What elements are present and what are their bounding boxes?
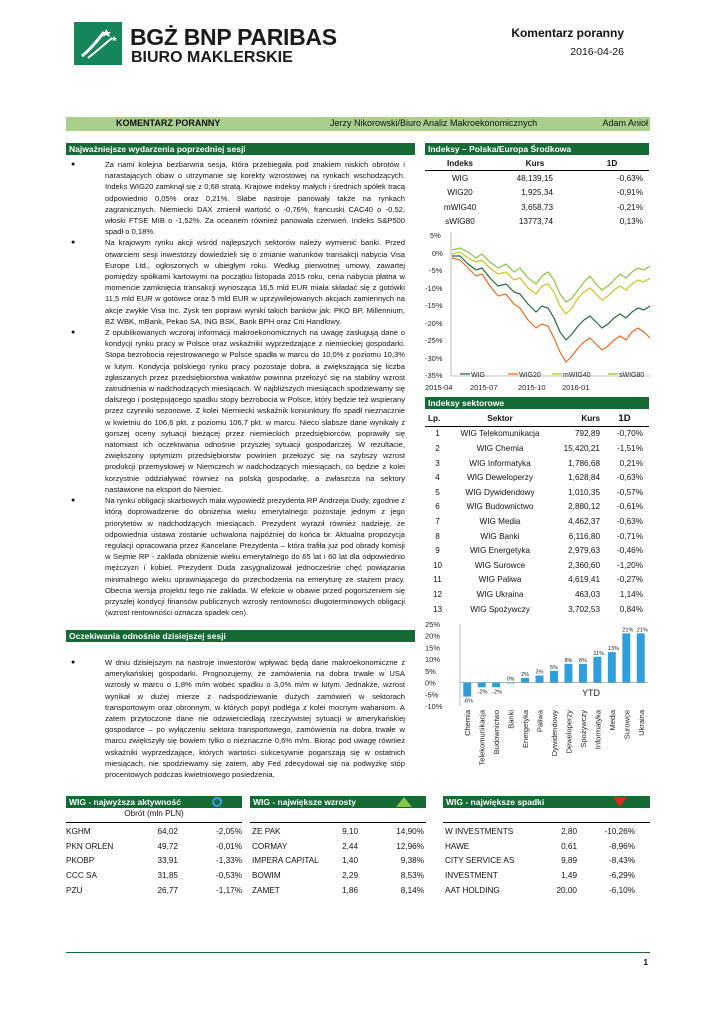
sector-name: WIG Banki — [480, 531, 520, 541]
change: 9,38% — [400, 856, 424, 866]
sector-name: WIG Media — [479, 516, 521, 526]
y-tick: -10% — [425, 284, 443, 293]
data-label: 2% — [521, 671, 530, 678]
logo-line2: BIURO MAKLERSKIE — [131, 49, 293, 66]
bar — [521, 678, 529, 683]
change: -0,01% — [216, 841, 242, 851]
sector-lp: 10 — [432, 560, 443, 570]
sector-1d: -0,61% — [617, 502, 643, 512]
x-tick: 2015-04 — [425, 383, 453, 392]
bullet-icon: ● — [71, 329, 76, 337]
bar — [622, 633, 630, 682]
data-label: -6% — [463, 698, 474, 705]
bar — [593, 657, 601, 683]
active-title-text: WIG - najwyższa aktywność — [69, 797, 181, 807]
arrow-up-icon — [395, 796, 413, 808]
data-label: -2% — [492, 689, 502, 696]
data-label: 21% — [636, 627, 648, 634]
sector-kurs: 2,880,12 — [568, 502, 600, 512]
sector-name: WIG Spożywczy — [470, 604, 530, 614]
ticker: IMPERA CAPITAL — [252, 856, 319, 866]
bar — [492, 683, 500, 688]
divider — [250, 822, 426, 823]
sector-kurs: 2,979,63 — [568, 546, 600, 556]
sector-1d: -0,63% — [617, 473, 643, 483]
x-tick: 2015-10 — [518, 383, 546, 392]
sector-kurs: 15,420,21 — [563, 443, 600, 453]
bar — [637, 633, 645, 682]
gainers-table — [252, 824, 424, 897]
sector-1d: 1,14% — [619, 589, 643, 599]
series-wig — [452, 256, 650, 340]
section1-title: Najważniejsze wydarzenia poprzedniej sesji — [66, 143, 415, 155]
y-tick: 5% — [430, 231, 441, 240]
change: -6,29% — [609, 870, 635, 880]
table-row — [252, 868, 424, 883]
sector-kurs: 792,89 — [574, 429, 600, 439]
value: 49,72 — [157, 841, 178, 851]
indices-table — [425, 156, 649, 228]
legend-item: mWIG40 — [563, 372, 591, 379]
sector-kurs: 4,619,41 — [568, 575, 600, 585]
sector-1d: 0,84% — [619, 604, 643, 614]
paragraph: ● Na krajowym rynku akcji wśród najlepszych sektorów należy wymienić banki. Przed otwarciem sesji inwestorzy dowiedzieli się o zmianie warunków transakcji nabycia Visa Europe Ltd., ogłoszonych w ubiegłym roku. Według pierwotnej umowy, zawartej pomiędzy spółkami kartowymi na początku listopada 2015 roku, cena nabycia płatna w momencie zamknięcia transakcji wynosząca 16,5 mld EUR miała składać się z gotówki 11,5 mld EUR w gotówce oraz 5 mld EUR w uprzywilejowanych akcjach zamiennych na akcje zwykłe Visa Inc. Zysk ten poprawi wyniki takich banków jak: PKO BP, Millennium, BZ WBK, mBank, Pekao SA, ING BSK, Bank BPH oraz Citi Handlowy. — [71, 238, 405, 326]
ticker: ZE PAK — [252, 826, 281, 836]
table-row — [252, 883, 424, 898]
sector-lp: 13 — [432, 604, 443, 614]
bullet-icon: ● — [71, 497, 76, 505]
sector-kurs: 1,010,35 — [568, 487, 600, 497]
sector-1d: -0,71% — [617, 531, 643, 541]
ticker: BOWIM — [252, 870, 281, 880]
indices-line-chart — [420, 228, 652, 394]
category-label: Energetyka — [521, 710, 531, 748]
sector-kurs: 3,702,53 — [568, 604, 600, 614]
table-row — [445, 883, 635, 898]
y-tick: -5% — [425, 690, 439, 700]
x-tick: 2016-01 — [562, 383, 590, 392]
sector-1d: -1,51% — [617, 443, 643, 453]
table-row — [66, 853, 242, 868]
sector-1d: -0,27% — [617, 575, 643, 585]
y-tick: 5% — [425, 666, 436, 676]
sector-kurs: 2,360,60 — [568, 560, 600, 570]
sector-name: WIG Surowce — [474, 560, 526, 570]
report-label: KOMENTARZ PORANNY — [116, 118, 221, 128]
data-label: 11% — [593, 650, 604, 657]
sector-name: WIG Paliwa — [478, 575, 522, 585]
y-tick: 20% — [425, 631, 441, 641]
change: 8,53% — [400, 870, 424, 880]
ticker: PKN ORLEN — [66, 841, 114, 851]
col-header: Sektor — [487, 413, 513, 423]
sector-lp: 5 — [435, 487, 440, 497]
sector-1d: 0,21% — [619, 458, 643, 468]
value: 0,61 — [561, 841, 577, 851]
logo-line1: BGŻ BNP PARIBAS — [130, 24, 337, 50]
table-row — [425, 602, 649, 617]
sector-name: WIG Ukraina — [476, 589, 524, 599]
data-label: -2% — [477, 689, 488, 696]
col-header: Indeks — [447, 158, 473, 168]
table-row — [425, 573, 649, 588]
sector-lp: 8 — [435, 531, 440, 541]
value: 33,91 — [157, 856, 178, 866]
legend-item: WIG20 — [519, 372, 541, 379]
table-row: mWIG40 3,658,73 -0,21% — [443, 202, 643, 212]
ticker: INVESTMENT — [445, 870, 498, 880]
value: 2,80 — [561, 826, 577, 836]
table-row — [66, 868, 242, 883]
indices-title: Indeksy – Polska/Europa Środkowa — [425, 143, 649, 155]
bar — [550, 671, 558, 683]
table-row — [425, 426, 649, 441]
sector-1d: -0,46% — [617, 546, 643, 556]
bar — [608, 652, 616, 682]
paragraph: ● Za nami kolejna bezbarwna sesja, która przebiegała pod znakiem niskich obrotów i narastających obaw o utrzymanie się korekty wzrostowej na rynkach wschodzących. Indeks WIG20 zamknął się z 0,68 stratą. Krajowe indeksy małych i średnich spółek tracą odpowiednio 0,05% oraz 0,21%. Słabe nastroje panowały także na rynkach zagranicznych. Niemiecki DAX zmienił wartość o -0,76%, francuski CAC40 o -0,52, włoski FTSE MIB o -1,52%. Za oceanem również panowała czerwień. Indeks S&P500 spadł o 0,18%. — [71, 160, 405, 237]
table-row — [425, 587, 649, 602]
table-row — [425, 558, 649, 573]
y-tick: -5% — [429, 266, 443, 275]
sectors-title: Indeksy sektorowe — [425, 397, 649, 409]
paragraph: ● Z opublikowanych wczoraj informacji makroekonomicznych na uwagę zasługują dane o kondycji rynku pracy w Polsce oraz wskaźniki wyprzedzające z niemieckiej gospodarki. Stopa bezrobocia rejestrowanego w Polsce spadła w marcu do 10,0% z poziomu 10,3% w lutym. Kondycja polskiego rynku pracy pozostaje dobra, a zwiększająca się liczba zgłaszanych przez przedsiębiorstwa wakatów powinna przełożyć się na stabilny wzrost zatrudnienia w nadchodzących miesiącach. W najbliższych miesiącach spodziewamy się dalszego i postępującego spadku stopy bezrobocia w Polsce, który będzie też wspierany przez czynniki sezonowe. Z kolei Niemiecki wskaźnik koniunktury Ifo spadł nieznacznie w kwietniu do 106,6 pkt. z poziomu 106,7 pkt. w marcu. Nieco słabsze dane wynikały z gorszej oceny sytuacji bieżącej przez niemieckich przedsiębiorców, poprawiły się natomiast ich oczekiwania odnośnie przyszłej sytuacji gospodarczej. W rezultacie, zwiększony optymizm przedsiębiorstw powinien przełożyć się na szybszy wzrost produkcji przemysłowej w Niemczech w nadchodzących miesiącach, co będzie z kolei korzystnie oddziaływać również na polską gospodarkę, a zwłaszcza na sektory nastawione na eksport do Niemiec. — [71, 328, 405, 494]
sector-kurs: 1,628,84 — [568, 473, 600, 483]
active-subheader: Obrót (mln PLN) — [124, 809, 184, 818]
bar — [478, 683, 486, 688]
sector-lp: 12 — [432, 589, 443, 599]
ytd-bar-chart — [420, 616, 652, 786]
table-header — [425, 411, 649, 426]
col-header: Kurs — [581, 413, 600, 423]
table-row — [425, 456, 649, 471]
ticker: KGHM — [66, 826, 91, 836]
sector-name: WIG Dywidendowy — [465, 487, 535, 497]
series-mwig40 — [452, 252, 650, 314]
refresh-icon — [210, 796, 224, 808]
col-header: 1D — [606, 158, 618, 168]
ytd-title: YTD — [582, 688, 600, 698]
table-row — [425, 500, 649, 515]
report-author2: Adam Anioł — [602, 118, 648, 128]
sector-lp: 4 — [435, 473, 440, 483]
bullet-icon: ● — [71, 161, 76, 168]
data-label: 3% — [535, 669, 544, 676]
sector-lp: 11 — [433, 575, 442, 585]
table-header — [425, 156, 649, 171]
sector-lp: 9 — [435, 546, 440, 556]
category-label: Chemia — [463, 710, 473, 736]
table-row — [425, 441, 649, 456]
y-tick: 10% — [425, 655, 441, 665]
table-row — [425, 529, 649, 544]
divider — [443, 822, 650, 823]
category-label: Budownictwo — [492, 710, 502, 755]
change: -6,10% — [609, 885, 635, 895]
sector-kurs: 4,462,37 — [568, 516, 600, 526]
sector-lp: 1 — [435, 429, 440, 439]
losers-title: WIG - największe spadki — [443, 796, 650, 808]
y-tick: -20% — [425, 319, 443, 328]
footer-divider — [66, 952, 650, 953]
category-label: Ukraina — [636, 710, 646, 736]
sector-lp: 7 — [435, 516, 440, 526]
divider — [66, 822, 242, 823]
stars-icon — [74, 22, 122, 65]
data-label: 8% — [578, 657, 587, 664]
active-table — [66, 824, 242, 897]
table-row — [425, 470, 649, 485]
change: 14,90% — [396, 826, 424, 836]
sector-1d: -0,70% — [617, 429, 643, 439]
table-row: WIG20 1,925,34 -0,91% — [447, 188, 643, 198]
table-row — [66, 883, 242, 898]
table-row — [425, 485, 649, 500]
arrow-down-icon — [612, 796, 628, 808]
sector-name: WIG Telekomunikacja — [460, 429, 540, 439]
value: 64,02 — [157, 826, 178, 836]
category-label: Dywidendowy — [550, 710, 559, 757]
bar — [463, 683, 471, 697]
value: 1,40 — [342, 856, 358, 866]
change: 12,96% — [396, 841, 424, 851]
document-date: 2016-04-26 — [570, 46, 624, 58]
legend-item: WIG — [471, 372, 485, 379]
sectors-table — [425, 411, 649, 616]
bar — [579, 664, 587, 683]
bar — [536, 676, 544, 683]
category-label: Deweloperzy — [564, 710, 574, 754]
bar — [507, 683, 515, 684]
change: -1,17% — [216, 885, 242, 895]
table-row — [252, 824, 424, 839]
change: -2,05% — [216, 826, 242, 836]
change: -1,33% — [216, 856, 242, 866]
change: 8,14% — [400, 885, 424, 895]
value: 2,44 — [342, 841, 358, 851]
ticker: PZU — [66, 885, 83, 895]
sector-lp: 2 — [435, 443, 440, 453]
y-tick: -30% — [425, 354, 443, 363]
table-row: WIG 48,139,15 -0,63% — [451, 173, 643, 183]
value: 31,85 — [157, 870, 178, 880]
change: -0,53% — [216, 870, 242, 880]
table-row: sWIG80 13773,74 0,13% — [445, 216, 643, 226]
col-header: Kurs — [525, 158, 545, 168]
section1-body — [71, 159, 405, 618]
bar — [564, 664, 572, 683]
sector-kurs: 463,03 — [574, 589, 600, 599]
legend-item: sWIG80 — [619, 372, 645, 379]
paragraph: ● W dniu dzisiejszym na nastroje inwestorów wpływać będą dane makroekonomiczne z amerykańskiej gospodarki. Prognozujemy, że zamówienia na dobra trwałe w USA wzrosły w marcu o 1,8% m/m wobec spadku o 3,0% m/m w lutym. Jednakże, wzrost wynikał w dużej mierze z nadspodziewanie dużych zamówień w sektorach transportowym oraz obronnym, w których popyt podlega z kolei mocnym wahaniom. A zatem przytoczone dane nie odzwierciedlają rzeczywistej sytuacji w amerykańskiej gospodarce – po wyłączeniu sektora transportowego, zamówienia na dobra trwałe w marcu zwiększyły się bowiem tylko o nieznaczne 0,6% m/m. Biorąc pod uwagę również wskaźniki wyprzedzające, których wartości sukcesywnie pogarszają się w ostatnich miesiącach, nie spodziewamy się zatem, aby Fed zdecydował się na podwyżkę stóp procentowych podczas kwietniowego posiedzenia. — [71, 658, 405, 780]
table-row — [252, 853, 424, 868]
sector-lp: 6 — [435, 502, 440, 512]
document-title: Komentarz poranny — [511, 26, 624, 40]
y-tick: 25% — [425, 620, 441, 629]
sector-kurs: 6,116,80 — [568, 531, 600, 541]
table-row — [445, 824, 635, 839]
value: 26,77 — [157, 885, 178, 895]
value: 9,10 — [342, 826, 358, 836]
ticker: W INVESTMENTS — [445, 826, 514, 836]
category-label: Banki — [506, 710, 516, 729]
change: -10,26% — [604, 826, 635, 836]
section2-body — [71, 657, 405, 780]
ticker: CITY SERVICE AS — [445, 856, 515, 866]
gainers-title: WIG - największe wzrosty — [250, 796, 426, 808]
data-label: 0% — [506, 676, 515, 683]
sector-name: WIG Budownictwo — [466, 502, 534, 512]
ticker: ZAMET — [252, 885, 280, 895]
value: 2,29 — [342, 870, 358, 880]
ticker: CCC SA — [66, 870, 97, 880]
table-row — [445, 868, 635, 883]
change: -8,43% — [609, 856, 635, 866]
paragraph: ● Na rynku obligacji skarbowych mała wypowiedź prezydenta RP Andrzeja Dudy, zgodnie z którą doprowadzenie do obniżenia wieku emerytalnego pozostaje jednym z jego priorytetów w nadchodzących miesiącach. Prezydent wyraził również nadzieję, że odpowiednia ustawa zostanie uchwalona najpóźniej do końca br. Aktualna propozycja regulacji opracowana przez Kancelarie Prezydenta – która trafiła już pod obrady komisji w Sejmie RP - zakłada obniżenie wieku emerytalnego do 65 lat i 60 lat dla odpowiednio mężczyzn i kobiet. Prezydent Duda zasygnalizował jednocześnie chęć powiązania minimalnego wieku uprawniającego do przechodzenia na emeryturę ze stażem pracy. Obecna wersja projektu tego nie zakłada. W efekcie w obawie przed pogorszeniem się przyszłej kondycji finansów publicznych wzrosły rentowności długoterminowych obligacji (wzrost rentowności oznacza spadek cen). — [71, 496, 405, 618]
series-swig80 — [452, 248, 650, 302]
sector-name: WIG Energetyka — [469, 546, 531, 556]
sector-name: WIG Informatyka — [469, 458, 531, 468]
section2-title: Oczekiwania odnośnie dzisiejszej sesji — [66, 630, 415, 642]
y-tick: 0% — [432, 249, 443, 258]
sector-name: WIG Chemia — [476, 443, 524, 453]
y-tick: 0% — [425, 678, 436, 688]
ticker: AAT HOLDING — [445, 885, 500, 895]
table-row — [252, 839, 424, 854]
table-row — [66, 824, 242, 839]
sector-1d: -1,20% — [617, 560, 643, 570]
y-tick: -25% — [425, 336, 443, 345]
title-bar — [66, 117, 650, 131]
bullet-icon: ● — [71, 659, 76, 666]
x-tick: 2015-07 — [470, 383, 498, 392]
category-label: Media — [607, 710, 617, 731]
sector-kurs: 1,786,68 — [568, 458, 600, 468]
col-header: 1D — [618, 412, 631, 424]
sector-name: WIG Deweloperzy — [467, 473, 533, 483]
category-label: Telekomunikacja — [477, 710, 487, 766]
value: 9,89 — [561, 856, 577, 866]
ticker: PKOBP — [66, 856, 95, 866]
category-label: Paliwa — [535, 710, 545, 733]
table-row — [425, 514, 649, 529]
table-row — [66, 839, 242, 854]
ticker: HAWE — [445, 841, 470, 851]
change: -8,96% — [609, 841, 635, 851]
sector-lp: 3 — [435, 458, 440, 468]
table-row — [425, 543, 649, 558]
table-row — [445, 853, 635, 868]
report-authors: Jerzy Nikorowski/Biuro Analiz Makroekonomicznych — [330, 118, 538, 128]
value: 1,86 — [342, 885, 358, 895]
y-tick: 15% — [425, 643, 441, 653]
logo-emblem — [74, 22, 122, 65]
data-label: 13% — [607, 646, 619, 653]
losers-table — [445, 824, 635, 897]
value: 20,00 — [556, 885, 577, 895]
bullet-icon: ● — [71, 239, 76, 247]
data-label: 8% — [564, 657, 573, 664]
y-tick: -35% — [425, 371, 443, 380]
category-label: Informatyka — [593, 710, 603, 750]
table-row — [445, 839, 635, 854]
sector-1d: -0,63% — [617, 516, 643, 526]
y-tick: -10% — [425, 702, 443, 711]
category-label: Surowce — [622, 710, 632, 740]
y-tick: -15% — [425, 301, 443, 310]
sector-1d: -0,57% — [617, 487, 643, 497]
value: 1,49 — [561, 870, 577, 880]
ticker: CORMAY — [252, 841, 288, 851]
page-number: 1 — [643, 958, 648, 967]
data-label: 21% — [622, 627, 634, 634]
col-header: Lp. — [428, 413, 441, 423]
data-label: 5% — [550, 664, 558, 671]
category-label: Spożywczy — [578, 710, 588, 748]
